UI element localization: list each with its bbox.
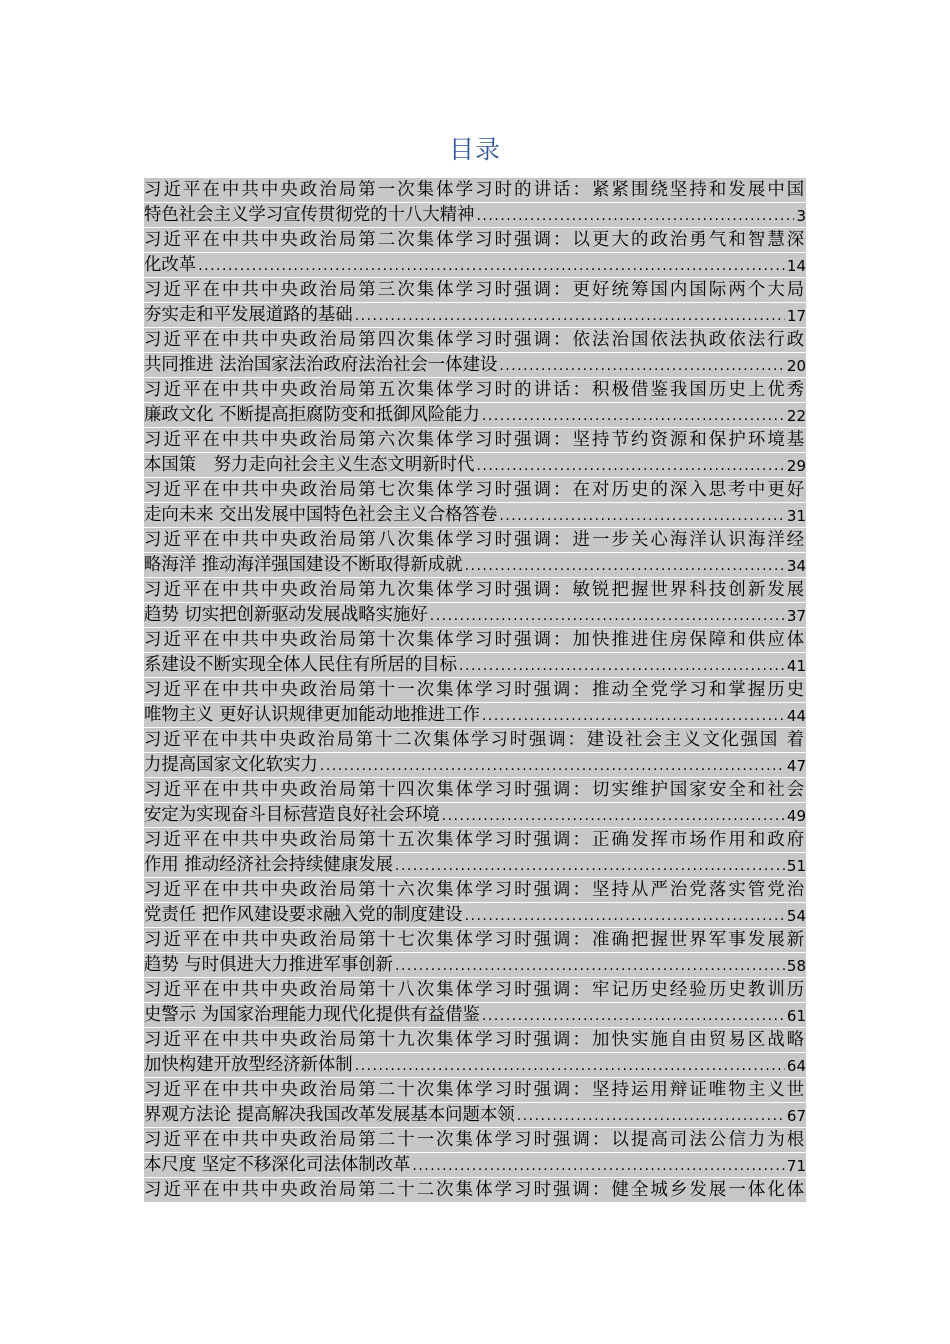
toc-page-number[interactable]: 31 [786,507,806,525]
toc-entry-line [144,703,806,727]
toc-entry-title-line2: 趋势 与时俱进大力推进军事创新 [144,955,393,975]
toc-entry[interactable] [144,578,806,627]
toc-entry[interactable] [144,928,806,977]
toc-entry-line [144,603,806,627]
toc-entry[interactable] [144,878,806,927]
toc-entry-line [144,1028,806,1052]
dot-leader [430,605,785,627]
toc-entry-line [144,1053,806,1077]
toc-page-number[interactable]: 29 [786,457,806,475]
toc-entry-title-line1: 习近平在中共中央政治局第八次集体学习时强调：进一步关心海洋认识海洋经 [144,530,806,550]
toc-entry[interactable] [144,1178,806,1202]
toc-entry[interactable] [144,678,806,727]
toc-entry-title-line2: 界观方法论 提高解决我国改革发展基本问题本领 [144,1105,515,1125]
toc-entry-line [144,353,806,377]
dot-leader [482,1005,785,1027]
toc-entry[interactable] [144,1078,806,1127]
toc-entry-title-line1: 习近平在中共中央政治局第四次集体学习时强调：依法治国依法执政依法行政 [144,330,806,350]
toc-entry-line [144,1178,806,1202]
dot-leader [320,755,785,777]
toc-entry[interactable] [144,478,806,527]
toc-entry-title-line2: 党责任 把作风建设要求融入党的制度建设 [144,905,463,925]
toc-entry-title-line1: 习近平在中共中央政治局第二次集体学习时强调：以更大的政治勇气和智慧深 [144,230,806,250]
toc-entry-title-line1: 习近平在中共中央政治局第十四次集体学习时强调：切实维护国家安全和社会 [144,780,806,800]
toc-entry-title-line1: 习近平在中共中央政治局第二十二次集体学习时强调：健全城乡发展一体化体 [144,1180,806,1200]
toc-entry[interactable] [144,528,806,577]
toc-entry-title-line2: 化改革 [144,255,197,275]
toc-page-number[interactable]: 41 [786,657,806,675]
toc-entry-title-line1: 习近平在中共中央政治局第七次集体学习时强调：在对历史的深入思考中更好 [144,480,806,500]
toc-entry-title-line2: 系建设不断实现全体人民住有所居的目标 [144,655,458,675]
dot-leader [465,555,785,577]
toc-entry-title-line2: 唯物主义 更好认识规律更加能动地推进工作 [144,705,480,725]
toc-page-number[interactable]: 58 [786,957,806,975]
toc-entry-title-line2: 夯实走和平发展道路的基础 [144,305,353,325]
toc-entry-line [144,803,806,827]
toc-entry-title-line2: 本国策 努力走向社会主义生态文明新时代 [144,455,475,475]
toc-entry-line [144,1003,806,1027]
toc-entry-title-line2: 加快构建开放型经济新体制 [144,1055,353,1075]
toc-entry-line [144,828,806,852]
dot-leader [517,1105,785,1127]
toc-page-number[interactable]: 3 [796,207,806,225]
toc-entry-title-line2: 本尺度 坚定不移深化司法体制改革 [144,1155,411,1175]
toc-entry-title-line1: 习近平在中共中央政治局第十二次集体学习时强调：建设社会主义文化强国 着 [144,730,806,750]
toc-entry[interactable] [144,778,806,827]
toc-page-number[interactable]: 14 [786,257,806,275]
toc-entry[interactable] [144,328,806,377]
toc-page-number[interactable]: 37 [786,607,806,625]
toc-entry-line [144,428,806,452]
toc-entry-line [144,778,806,802]
toc-entry-line [144,553,806,577]
toc-entry-title-line2: 趋势 切实把创新驱动发展战略实施好 [144,605,428,625]
toc-entry-title-line2: 略海洋 推动海洋强国建设不断取得新成就 [144,555,463,575]
dot-leader [499,505,785,527]
toc-entry-line [144,928,806,952]
dot-leader [395,855,785,877]
toc-entry[interactable] [144,1028,806,1077]
toc-entry-line [144,378,806,402]
dot-leader [476,205,794,227]
toc-entry-title-line1: 习近平在中共中央政治局第十八次集体学习时强调：牢记历史经验历史教训历 [144,980,806,1000]
toc-entry-line [144,953,806,977]
toc-list [144,178,806,1203]
toc-entry-title-line2: 力提高国家文化软实力 [144,755,318,775]
toc-entry-line [144,653,806,677]
toc-entry-line [144,978,806,1002]
toc-entry-line [144,753,806,777]
toc-entry[interactable] [144,628,806,677]
toc-entry-line [144,853,806,877]
toc-title: 目录 [448,135,501,164]
toc-entry-title-line2: 共同推进 法治国家法治政府法治社会一体建设 [144,355,498,375]
toc-entry-title-line2: 史警示 为国家治理能力现代化提供有益借鉴 [144,1005,480,1025]
dot-leader [198,255,785,277]
dot-leader [476,455,784,477]
toc-entry-title-line2: 特色社会主义学习宣传贯彻党的十八大精神 [144,205,475,225]
toc-entry-line [144,1153,806,1177]
toc-entry-title-line1: 习近平在中共中央政治局第六次集体学习时强调：坚持节约资源和保护环境基 [144,430,806,450]
toc-page-number[interactable]: 47 [786,757,806,775]
toc-entry[interactable] [144,228,806,277]
toc-entry-title-line1: 习近平在中共中央政治局第九次集体学习时强调：敏锐把握世界科技创新发展 [144,580,806,600]
toc-entry-title-line2: 廉政文化 不断提高拒腐防变和抵御风险能力 [144,405,480,425]
dot-leader [482,405,785,427]
toc-entry-title-line1: 习近平在中共中央政治局第三次集体学习时强调：更好统筹国内国际两个大局 [144,280,806,300]
toc-entry-title-line1: 习近平在中共中央政治局第十六次集体学习时强调：坚持从严治党落实管党治 [144,880,806,900]
toc-page-number[interactable]: 61 [786,1007,806,1025]
toc-page-number[interactable]: 71 [786,1157,806,1175]
toc-page-number[interactable]: 54 [786,907,806,925]
toc-entry-title-line1: 习近平在中共中央政治局第十一次集体学习时强调：推动全党学习和掌握历史 [144,680,806,700]
dot-leader [499,355,785,377]
toc-entry-title-line1: 习近平在中共中央政治局第二十一次集体学习时强调：以提高司法公信力为根 [144,1130,806,1150]
toc-entry-line [144,1103,806,1127]
toc-entry[interactable] [144,978,806,1027]
toc-page-number[interactable]: 34 [786,557,806,575]
toc-page-number[interactable]: 20 [786,357,806,375]
toc-entry-line [144,303,806,327]
dot-leader [355,305,785,327]
toc-entry-title-line1: 习近平在中共中央政治局第一次集体学习时的讲话：紧紧围绕坚持和发展中国 [144,180,806,200]
toc-entry-title-line2: 安定为实现奋斗目标营造良好社会环境 [144,805,440,825]
toc-entry-line [144,403,806,427]
toc-entry-line [144,228,806,252]
dot-leader [395,955,785,977]
toc-page-number[interactable]: 44 [786,707,806,725]
toc-entry-line [144,903,806,927]
toc-entry-line [144,278,806,302]
toc-entry-line [144,503,806,527]
dot-leader [482,705,785,727]
toc-entry-line [144,878,806,902]
toc-entry[interactable] [144,728,806,777]
toc-page-number[interactable]: 22 [786,407,806,425]
dot-leader [355,1055,785,1077]
toc-entry-title-line1: 习近平在中共中央政治局第十次集体学习时强调：加快推进住房保障和供应体 [144,630,806,650]
toc-entry-line [144,453,806,477]
toc-entry[interactable] [144,1128,806,1177]
toc-entry-line [144,528,806,552]
toc-page-number[interactable]: 17 [786,307,806,325]
toc-entry[interactable] [144,378,806,427]
toc-entry-title-line1: 习近平在中共中央政治局第十九次集体学习时强调：加快实施自由贸易区战略 [144,1030,806,1050]
toc-entry-title-line1: 习近平在中共中央政治局第十五次集体学习时强调：正确发挥市场作用和政府 [144,830,806,850]
toc-entry[interactable] [144,828,806,877]
dot-leader [442,805,785,827]
toc-entry-title-line1: 习近平在中共中央政治局第五次集体学习时的讲话：积极借鉴我国历史上优秀 [144,380,806,400]
toc-entry-line [144,203,806,227]
dot-leader [459,655,785,677]
toc-entry-line [144,628,806,652]
toc-entry-title-line2: 走向未来 交出发展中国特色社会主义合格答卷 [144,505,498,525]
toc-entry-line [144,328,806,352]
toc-page-number[interactable]: 51 [786,857,806,875]
toc-entry-line [144,578,806,602]
toc-entry-title-line2: 作用 推动经济社会持续健康发展 [144,855,393,875]
toc-page-number[interactable]: 64 [786,1057,806,1075]
toc-entry[interactable] [144,278,806,327]
dot-leader [412,1155,785,1177]
toc-entry-line [144,728,806,752]
toc-entry-line [144,678,806,702]
toc-page-number[interactable]: 49 [786,807,806,825]
toc-entry[interactable] [144,428,806,477]
toc-entry-line [144,1078,806,1102]
toc-entry[interactable] [144,178,806,227]
toc-entry-line [144,253,806,277]
toc-entry-title-line1: 习近平在中共中央政治局第十七次集体学习时强调：准确把握世界军事发展新 [144,930,806,950]
dot-leader [465,905,785,927]
toc-entry-title-line1: 习近平在中共中央政治局第二十次集体学习时强调：坚持运用辩证唯物主义世 [144,1080,806,1100]
toc-page-number[interactable]: 67 [786,1107,806,1125]
toc-entry-line [144,178,806,202]
toc-entry-line [144,1128,806,1152]
toc-entry-line [144,478,806,502]
